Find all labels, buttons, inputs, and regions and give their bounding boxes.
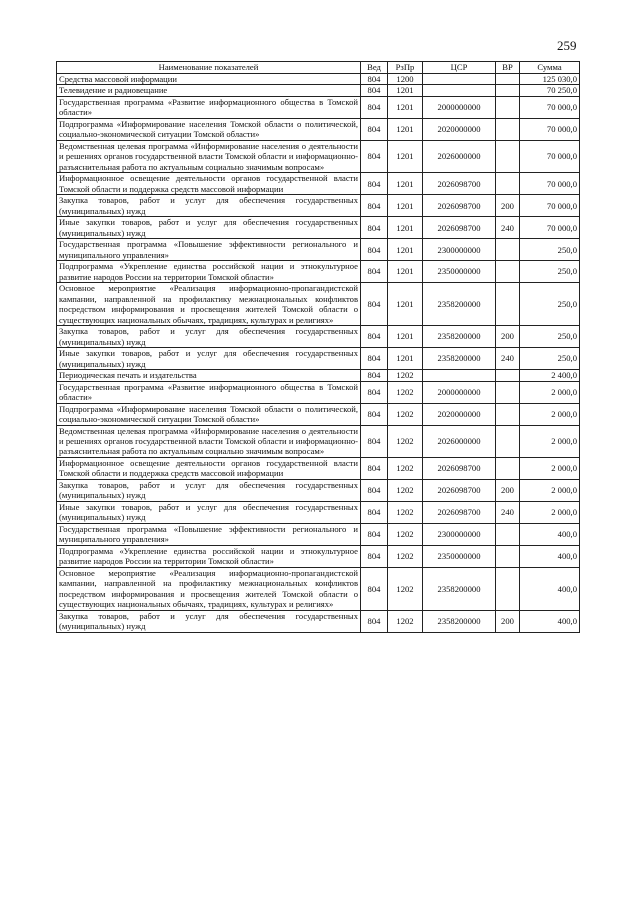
table-row bbox=[57, 140, 580, 172]
cell-name: Государственная программа «Развитие информационного общества в Томской области» bbox=[57, 96, 361, 118]
cell-name: Основное мероприятие «Реализация информационно-пропагандистской кампании, направленной на профилактику межнациональных конфликтов посредством информирования и просвещения жителей Томской области о существующих национальных обычаях, традициях, культурах и религиях» bbox=[57, 567, 361, 610]
cell-vr: 200 bbox=[496, 610, 520, 632]
table-body bbox=[57, 74, 580, 633]
cell-amount: 70 000,0 bbox=[520, 217, 580, 239]
cell-vr bbox=[496, 74, 520, 85]
cell-amount: 400,0 bbox=[520, 610, 580, 632]
table-row bbox=[57, 348, 580, 370]
cell-rzpr: 1202 bbox=[388, 403, 423, 425]
cell-csr: 2300000000 bbox=[423, 239, 496, 261]
cell-vr: 200 bbox=[496, 326, 520, 348]
cell-vr bbox=[496, 283, 520, 326]
cell-rzpr: 1202 bbox=[388, 545, 423, 567]
table-row bbox=[57, 195, 580, 217]
table-row bbox=[57, 523, 580, 545]
cell-amount: 70 000,0 bbox=[520, 96, 580, 118]
cell-amount: 70 000,0 bbox=[520, 195, 580, 217]
cell-ved: 804 bbox=[361, 348, 388, 370]
cell-amount: 250,0 bbox=[520, 239, 580, 261]
cell-rzpr: 1201 bbox=[388, 261, 423, 283]
cell-csr bbox=[423, 74, 496, 85]
cell-ved: 804 bbox=[361, 610, 388, 632]
table-row bbox=[57, 261, 580, 283]
cell-csr bbox=[423, 370, 496, 381]
table-row bbox=[57, 74, 580, 85]
cell-vr bbox=[496, 118, 520, 140]
cell-ved: 804 bbox=[361, 217, 388, 239]
cell-rzpr: 1201 bbox=[388, 239, 423, 261]
cell-amount: 70 000,0 bbox=[520, 140, 580, 172]
cell-rzpr: 1201 bbox=[388, 283, 423, 326]
budget-table bbox=[56, 61, 580, 633]
cell-amount: 2 000,0 bbox=[520, 425, 580, 457]
cell-vr bbox=[496, 370, 520, 381]
cell-name: Основное мероприятие «Реализация информационно-пропагандистской кампании, направленной на профилактику межнациональных конфликтов посредством информирования и просвещения жителей Томской области о существующих национальных обычаях, традициях, культурах и религиях» bbox=[57, 283, 361, 326]
cell-name: Подпрограмма «Укрепление единства российской нации и этнокультурное развитие народов России на территории Томской области» bbox=[57, 545, 361, 567]
cell-rzpr: 1201 bbox=[388, 326, 423, 348]
cell-rzpr: 1202 bbox=[388, 610, 423, 632]
cell-name: Подпрограмма «Информирование населения Томской области о политической, социально-экономической ситуации Томской области» bbox=[57, 403, 361, 425]
cell-rzpr: 1201 bbox=[388, 118, 423, 140]
cell-amount: 2 400,0 bbox=[520, 370, 580, 381]
cell-vr: 200 bbox=[496, 479, 520, 501]
header-rzpr: РзПр bbox=[388, 62, 423, 74]
cell-vr bbox=[496, 425, 520, 457]
cell-csr: 2000000000 bbox=[423, 381, 496, 403]
cell-vr bbox=[496, 567, 520, 610]
cell-amount: 70 000,0 bbox=[520, 118, 580, 140]
cell-ved: 804 bbox=[361, 85, 388, 96]
cell-amount: 250,0 bbox=[520, 348, 580, 370]
table-row bbox=[57, 381, 580, 403]
cell-name: Закупка товаров, работ и услуг для обеспечения государственных (муниципальных) нужд bbox=[57, 195, 361, 217]
cell-name: Информационное освещение деятельности органов государственной власти Томской области и поддержка средств массовой информации bbox=[57, 173, 361, 195]
cell-ved: 804 bbox=[361, 523, 388, 545]
cell-name: Иные закупки товаров, работ и услуг для обеспечения государственных (муниципальных) нужд bbox=[57, 217, 361, 239]
cell-csr: 2026098700 bbox=[423, 173, 496, 195]
cell-name: Телевидение и радиовещание bbox=[57, 85, 361, 96]
table-row bbox=[57, 239, 580, 261]
cell-vr bbox=[496, 140, 520, 172]
cell-vr bbox=[496, 403, 520, 425]
cell-rzpr: 1202 bbox=[388, 381, 423, 403]
cell-ved: 804 bbox=[361, 74, 388, 85]
cell-amount: 125 030,0 bbox=[520, 74, 580, 85]
table-row bbox=[57, 479, 580, 501]
cell-ved: 804 bbox=[361, 140, 388, 172]
cell-vr bbox=[496, 85, 520, 96]
cell-ved: 804 bbox=[361, 501, 388, 523]
cell-ved: 804 bbox=[361, 567, 388, 610]
cell-csr: 2026098700 bbox=[423, 195, 496, 217]
cell-name: Периодическая печать и издательства bbox=[57, 370, 361, 381]
table-row bbox=[57, 85, 580, 96]
cell-rzpr: 1201 bbox=[388, 173, 423, 195]
cell-amount: 400,0 bbox=[520, 567, 580, 610]
cell-ved: 804 bbox=[361, 545, 388, 567]
table-row bbox=[57, 118, 580, 140]
header-vr: ВР bbox=[496, 62, 520, 74]
header-name: Наименование показателей bbox=[57, 62, 361, 74]
cell-ved: 804 bbox=[361, 370, 388, 381]
table-row bbox=[57, 610, 580, 632]
cell-name: Закупка товаров, работ и услуг для обеспечения государственных (муниципальных) нужд bbox=[57, 610, 361, 632]
table-row bbox=[57, 370, 580, 381]
cell-csr: 2358200000 bbox=[423, 326, 496, 348]
cell-vr: 240 bbox=[496, 217, 520, 239]
cell-csr: 2300000000 bbox=[423, 523, 496, 545]
cell-amount: 2 000,0 bbox=[520, 501, 580, 523]
table-row bbox=[57, 403, 580, 425]
table-header-row bbox=[57, 62, 580, 74]
cell-amount: 2 000,0 bbox=[520, 479, 580, 501]
cell-vr bbox=[496, 96, 520, 118]
cell-amount: 400,0 bbox=[520, 523, 580, 545]
table-row bbox=[57, 173, 580, 195]
cell-rzpr: 1201 bbox=[388, 85, 423, 96]
cell-name: Государственная программа «Повышение эффективности регионального и муниципального управления» bbox=[57, 523, 361, 545]
cell-csr: 2026000000 bbox=[423, 425, 496, 457]
cell-name: Иные закупки товаров, работ и услуг для обеспечения государственных (муниципальных) нужд bbox=[57, 501, 361, 523]
cell-csr: 2000000000 bbox=[423, 96, 496, 118]
cell-vr bbox=[496, 545, 520, 567]
cell-name: Закупка товаров, работ и услуг для обеспечения государственных (муниципальных) нужд bbox=[57, 326, 361, 348]
cell-ved: 804 bbox=[361, 403, 388, 425]
cell-amount: 2 000,0 bbox=[520, 457, 580, 479]
cell-ved: 804 bbox=[361, 173, 388, 195]
cell-ved: 804 bbox=[361, 283, 388, 326]
cell-rzpr: 1202 bbox=[388, 501, 423, 523]
cell-vr: 240 bbox=[496, 501, 520, 523]
cell-rzpr: 1201 bbox=[388, 217, 423, 239]
cell-rzpr: 1202 bbox=[388, 457, 423, 479]
table-row bbox=[57, 217, 580, 239]
cell-amount: 250,0 bbox=[520, 261, 580, 283]
header-csr: ЦСР bbox=[423, 62, 496, 74]
cell-vr bbox=[496, 457, 520, 479]
header-amount: Сумма bbox=[520, 62, 580, 74]
cell-csr: 2020000000 bbox=[423, 403, 496, 425]
cell-csr: 2358200000 bbox=[423, 610, 496, 632]
cell-name: Закупка товаров, работ и услуг для обеспечения государственных (муниципальных) нужд bbox=[57, 479, 361, 501]
cell-amount: 70 000,0 bbox=[520, 173, 580, 195]
cell-amount: 2 000,0 bbox=[520, 381, 580, 403]
page-number: 259 bbox=[557, 38, 577, 53]
cell-amount: 70 250,0 bbox=[520, 85, 580, 96]
cell-rzpr: 1201 bbox=[388, 195, 423, 217]
header-ved: Вед bbox=[361, 62, 388, 74]
table-row bbox=[57, 425, 580, 457]
cell-amount: 250,0 bbox=[520, 326, 580, 348]
cell-amount: 2 000,0 bbox=[520, 403, 580, 425]
cell-rzpr: 1201 bbox=[388, 348, 423, 370]
cell-csr: 2026000000 bbox=[423, 140, 496, 172]
cell-rzpr: 1202 bbox=[388, 479, 423, 501]
cell-csr: 2026098700 bbox=[423, 501, 496, 523]
table-row bbox=[57, 96, 580, 118]
cell-name: Подпрограмма «Укрепление единства российской нации и этнокультурное развитие народов России на территории Томской области» bbox=[57, 261, 361, 283]
cell-vr: 240 bbox=[496, 348, 520, 370]
cell-name: Средства массовой информации bbox=[57, 74, 361, 85]
cell-vr bbox=[496, 381, 520, 403]
cell-vr: 200 bbox=[496, 195, 520, 217]
cell-rzpr: 1202 bbox=[388, 523, 423, 545]
cell-name: Подпрограмма «Информирование населения Томской области о политической, социально-экономической ситуации Томской области» bbox=[57, 118, 361, 140]
cell-ved: 804 bbox=[361, 425, 388, 457]
cell-ved: 804 bbox=[361, 381, 388, 403]
cell-ved: 804 bbox=[361, 195, 388, 217]
table-row bbox=[57, 457, 580, 479]
cell-ved: 804 bbox=[361, 326, 388, 348]
cell-ved: 804 bbox=[361, 479, 388, 501]
table-row bbox=[57, 283, 580, 326]
cell-rzpr: 1201 bbox=[388, 140, 423, 172]
cell-vr bbox=[496, 523, 520, 545]
cell-ved: 804 bbox=[361, 261, 388, 283]
cell-name: Иные закупки товаров, работ и услуг для обеспечения государственных (муниципальных) нужд bbox=[57, 348, 361, 370]
cell-name: Государственная программа «Повышение эффективности регионального и муниципального управления» bbox=[57, 239, 361, 261]
cell-rzpr: 1201 bbox=[388, 96, 423, 118]
cell-csr bbox=[423, 85, 496, 96]
cell-rzpr: 1200 bbox=[388, 74, 423, 85]
cell-ved: 804 bbox=[361, 96, 388, 118]
cell-csr: 2026098700 bbox=[423, 217, 496, 239]
table-row bbox=[57, 501, 580, 523]
cell-vr bbox=[496, 261, 520, 283]
cell-csr: 2358200000 bbox=[423, 567, 496, 610]
cell-csr: 2350000000 bbox=[423, 545, 496, 567]
cell-csr: 2026098700 bbox=[423, 479, 496, 501]
cell-ved: 804 bbox=[361, 239, 388, 261]
cell-rzpr: 1202 bbox=[388, 567, 423, 610]
cell-name: Информационное освещение деятельности органов государственной власти Томской области и поддержка средств массовой информации bbox=[57, 457, 361, 479]
cell-vr bbox=[496, 173, 520, 195]
cell-ved: 804 bbox=[361, 118, 388, 140]
table-row bbox=[57, 567, 580, 610]
table-row bbox=[57, 326, 580, 348]
cell-name: Государственная программа «Развитие информационного общества в Томской области» bbox=[57, 381, 361, 403]
table-row bbox=[57, 545, 580, 567]
cell-csr: 2350000000 bbox=[423, 261, 496, 283]
cell-amount: 400,0 bbox=[520, 545, 580, 567]
cell-rzpr: 1202 bbox=[388, 425, 423, 457]
cell-ved: 804 bbox=[361, 457, 388, 479]
cell-name: Ведомственная целевая программа «Информирование населения о деятельности и решениях органов государственной власти Томской области и информационно-разъяснительная работа по актуальным социально значимым вопросам» bbox=[57, 140, 361, 172]
cell-csr: 2358200000 bbox=[423, 283, 496, 326]
cell-csr: 2026098700 bbox=[423, 457, 496, 479]
cell-csr: 2020000000 bbox=[423, 118, 496, 140]
cell-amount: 250,0 bbox=[520, 283, 580, 326]
cell-csr: 2358200000 bbox=[423, 348, 496, 370]
cell-vr bbox=[496, 239, 520, 261]
cell-rzpr: 1202 bbox=[388, 370, 423, 381]
cell-name: Ведомственная целевая программа «Информирование населения о деятельности и решениях органов государственной власти Томской области и информационно-разъяснительная работа по актуальным социально значимым вопросам» bbox=[57, 425, 361, 457]
